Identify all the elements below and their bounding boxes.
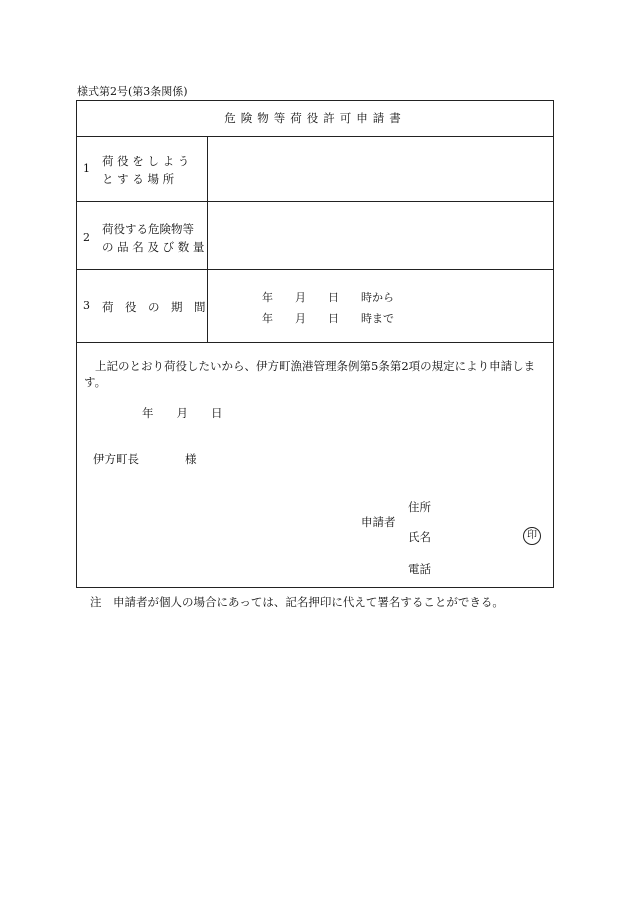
row-label-line2: の 品 名 及 び 数 量 (102, 240, 205, 254)
footnote: 注 申請者が個人の場合にあっては、記名押印に代えて署名することができる。 (90, 595, 504, 609)
declaration-statement: 上記のとおり荷役したいから、伊方町漁港管理条例第5条第2項の規定により申請します。 (84, 359, 536, 389)
row-number: 1 (83, 162, 90, 175)
period-from: 年 月 日 時から (262, 291, 394, 304)
row-loading-period (77, 270, 553, 343)
address-label: 住所 (408, 500, 431, 514)
telephone-label: 電話 (408, 562, 431, 576)
row-label-line1: 荷 役 を し よ う (102, 154, 190, 168)
row-label-cell (77, 202, 208, 269)
form-number-label: 様式第2号(第3条関係) (77, 85, 188, 98)
form-title: 危険物等荷役許可申請書 (77, 101, 553, 137)
row-label-line1: 荷 役 の 期 間 (102, 300, 206, 314)
applicant-label: 申請者 (361, 515, 396, 529)
row-hazardous-goods (77, 202, 553, 270)
row-label-cell (77, 136, 208, 201)
period-to: 年 月 日 時まで (262, 312, 394, 325)
row-label-line2: と す る 場 所 (102, 172, 175, 186)
row-number: 2 (83, 231, 90, 244)
row-number: 3 (83, 299, 90, 312)
name-label: 氏名 (408, 530, 431, 544)
row-label-cell (77, 270, 208, 342)
row-label-line1: 荷役する危険物等 (102, 222, 194, 236)
addressee: 伊方町長 様 (93, 452, 197, 466)
application-form-frame (76, 100, 554, 588)
seal-mark: 印 (523, 527, 541, 545)
declaration-area (77, 343, 553, 588)
row-loading-place (77, 136, 553, 202)
application-date: 年 月 日 (142, 406, 223, 420)
